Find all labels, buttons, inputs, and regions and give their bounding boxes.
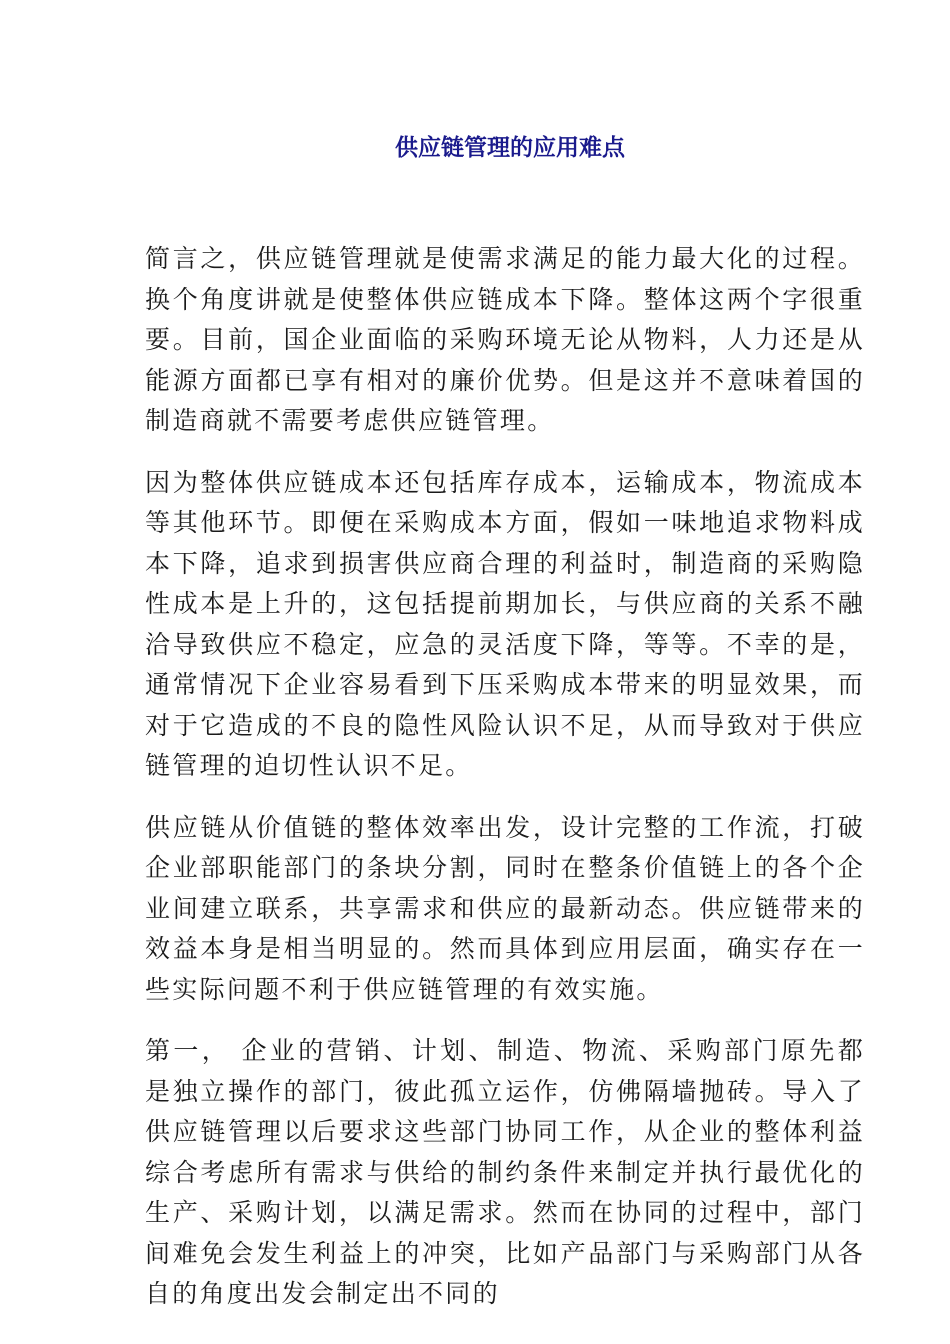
paragraph-1: 简言之，供应链管理就是使需求满足的能力最大化的过程。换个角度讲就是使整体供应链成本下降。整体这两个字很重要。目前，国企业面临的采购环境无论从物料，人力还是从能源方面都已享有相对的廉价优势。但是这并不意味着国的制造商就不需要考虑供应链管理。 [145,244,865,435]
paragraph-4: 第一， 企业的营销、计划、制造、物流、采购部门原先都是独立操作的部门，彼此孤立运作，仿佛隔墙抛砖。导入了供应链管理以后要求这些部门协同工作，从企业的整体利益综合考虑所有需求与供给的制约条件来制定并执行最优化的生产、采购计划，以满足需求。然而在协同的过程中，部门间难免会发生利益上的冲突，比如产品部门与采购部门从各自的角度出发会制定出不同的 [145,1036,865,1308]
document-title: 供应链管理的应用难点 [395,135,625,161]
paragraph-3: 供应链从价值链的整体效率出发，设计完整的工作流，打破企业部职能部门的条块分割，同时在整条价值链上的各个企业间建立联系，共享需求和供应的最新动态。供应链带来的效益本身是相当明显的。然而具体到应用层面，确实存在一些实际问题不利于供应链管理的有效实施。 [145,812,865,1004]
document-body [145,239,865,1336]
paragraph-2: 因为整体供应链成本还包括库存成本，运输成本，物流成本等其他环节。即便在采购成本方面，假如一味地追求物料成本下降，追求到损害供应商合理的利益时，制造商的采购隐性成本是上升的，这包括提前期加长，与供应商的关系不融洽导致供应不稳定，应急的灵活度下降，等等。不幸的是，通常情况下企业容易看到下压采购成本带来的明显效果，而对于它造成的不良的隐性风险认识不足，从而导致对于供应链管理的迫切性认识不足。 [145,467,865,780]
